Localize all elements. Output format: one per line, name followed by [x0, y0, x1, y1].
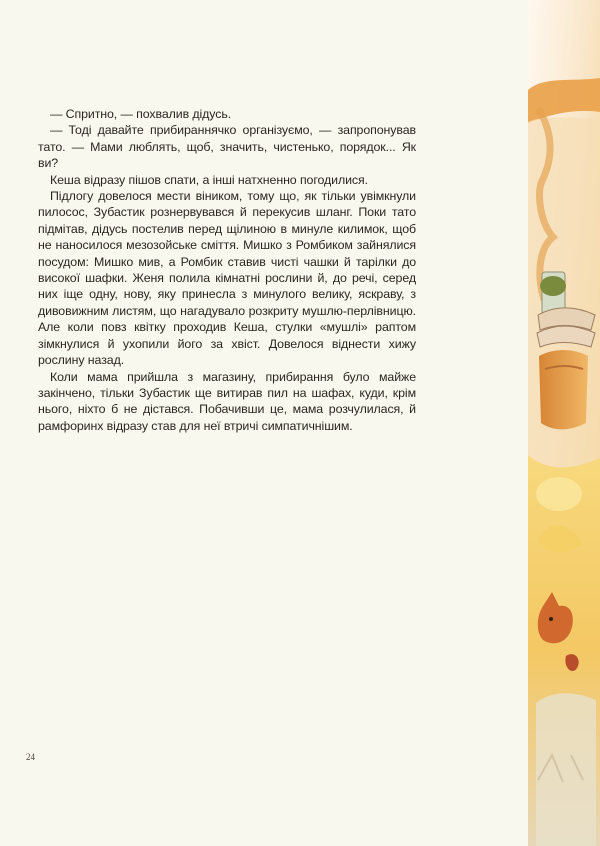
- paragraph-5: Коли мама прийшла з магазину, прибирання було майже закінчено, тільки Зубастик ще витирав пил на шафах, куди, крім нього, ніхто б не дістався. Побачивши це, мама розчулилася, й рамфоринх відразу став для неї втричі симпатичнішим.: [38, 369, 416, 433]
- lamp-glow: [536, 477, 582, 511]
- page-number: 24: [26, 752, 35, 762]
- illustration-panel: [528, 0, 600, 846]
- floor-area: [536, 693, 596, 846]
- kitchen-illustration: [528, 0, 600, 846]
- paragraph-1: — Спритно, — похвалив дідусь.: [50, 107, 232, 121]
- paragraph-2: — Тоді давайте прибираннячко організуємо, — запропонував тато. — Мами люблять, щоб, значить, чистенько, порядок... Як ви?: [38, 123, 416, 171]
- animal-eye-icon: [549, 617, 553, 621]
- green-bowl-icon: [540, 276, 566, 296]
- paragraph-4: Підлогу довелося мести віником, тому що, як тільки увімкнули пилосос, Зубастик рознервувався й перекусив шланг. Поки тато підмітав, дідусь постелив перед щілиною в минуле килимок, щоб не наносилося мезозойське сміття. Мишко з Ромбиком зайнялися посудом: Мишко мив, а Ромбик ставив чисті чашки й тарілки до високої шафки. Женя полила кімнатні рослини й, до речі, серед них іще одну, нову, яку принесла з минулого велику, яскраву, з дивовижним листям, що нагадувало розкриту мушлю-перлівницю. Але коли повз квітку проходив Кеша, стулки «мушлі» раптом зімкнулися й ухопили його за хвіст. Довелося віднести хижу рослину назад.: [38, 189, 416, 368]
- clay-pot-icon: [539, 350, 588, 429]
- paragraph-3: Кеша відразу пішов спати, а інші натхненно погодилися.: [50, 172, 368, 187]
- story-text: [38, 106, 416, 434]
